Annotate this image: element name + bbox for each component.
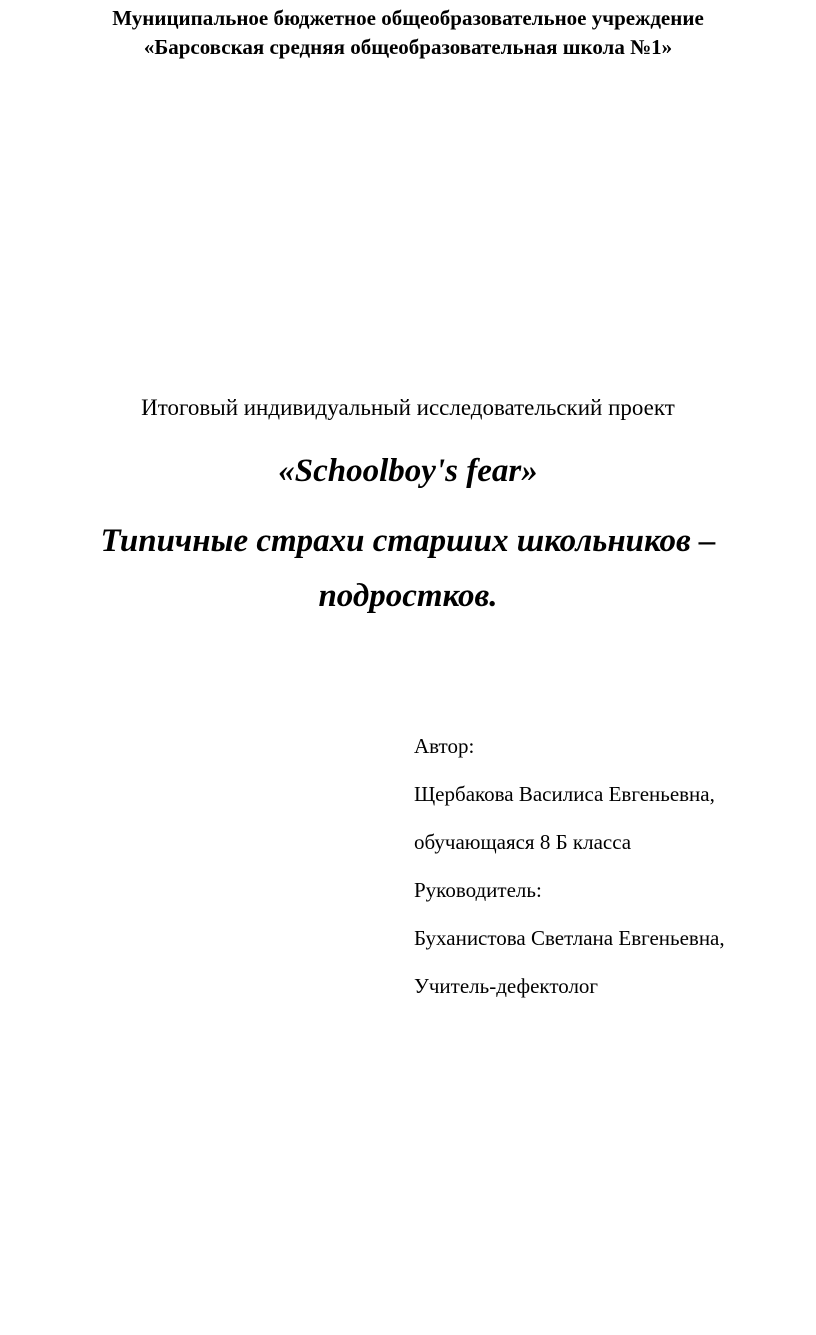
title-russian (0, 514, 816, 624)
author-block (414, 722, 725, 1010)
supervisor-label: Руководитель: (414, 878, 542, 902)
author-name: Щербакова Василиса Евгеньевна, (414, 782, 715, 806)
title-english: «Schoolboy's fear» (278, 453, 538, 489)
institution-line-1: Муниципальное бюджетное общеобразовательное учреждение (112, 6, 704, 30)
project-type: Итоговый индивидуальный исследовательский проект (141, 395, 675, 420)
author-class: обучающаяся 8 Б класса (414, 830, 632, 854)
institution-line-2: «Барсовская средняя общеобразовательная школа №1» (143, 35, 673, 59)
supervisor-name: Буханистова Светлана Евгеньевна, (414, 926, 725, 950)
title-russian-line-2: подростков. (318, 578, 498, 614)
author-label: Автор: (414, 734, 475, 758)
supervisor-role: Учитель-дефектолог (414, 974, 599, 998)
title-russian-line-1: Типичные страхи старших школьников – (100, 523, 716, 559)
institution-header (0, 4, 816, 62)
